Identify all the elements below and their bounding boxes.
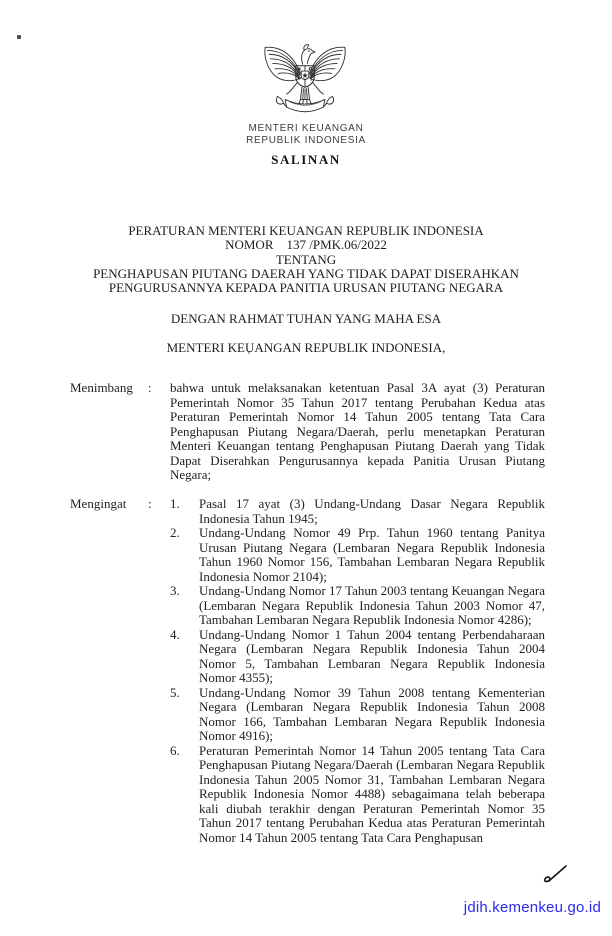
citing-item-2-text: Undang-Undang Nomor 49 Prp. Tahun 1960 tentang Panitya Urusan Piutang Negara (Lembaran Negara Republik Indonesia Tahun 1960 Nomor 156, Tambahan Lembaran Negara Republik Indonesia Nomor 2104); xyxy=(199,525,545,584)
citing-item-5-text: Undang-Undang Nomor 39 Tahun 2008 tentang Kementerian Negara (Lembaran Negara Republik Indonesia Tahun 2008 Nomor 166, Tambahan Lembaran Negara Republik Indonesia Nomor 4916); xyxy=(199,684,545,743)
citing-item-1-number: 1. xyxy=(170,496,180,511)
ministry-name-line2: REPUBLIK INDONESIA xyxy=(246,135,366,146)
invocation-line: DENGAN RAHMAT TUHAN YANG MAHA ESA xyxy=(170,311,442,326)
citing-item-6-number: 6. xyxy=(170,742,180,758)
considering-label: Menimbang xyxy=(70,380,133,395)
handwritten-paraph-checkmark-icon xyxy=(542,863,572,889)
considering-section xyxy=(70,381,545,483)
citing-item-6-text: Peraturan Pemerintah Nomor 14 Tahun 2005 tentang Tata Cara Penghapusan Piutang Negara/Daerah (Lembaran Negara Republik Indonesia Tahun 2005 Nomor 31, Tambahan Lembaran Negara Republik Indonesia Nomor 4488) sebagaimana telah beberapa kali diubah terakhir dengan Peraturan Pemerintah Nomor 35 Tahun 2017 tentang Perubahan Kedua atas Peraturan Pemerintah Nomor 14 Tahun 2005 tentang Tata Cara Penghapusan xyxy=(199,742,545,845)
citing-colon: : xyxy=(148,496,152,511)
citing-item-4-text: Undang-Undang Nomor 1 Tahun 2004 tentang Perbendaharaan Negara (Lembaran Negara Republik Indonesia Tahun 2004 Nomor 5, Tambahan Lembaran Negara Republik Indonesia Nomor 4355); xyxy=(199,626,545,685)
regulation-title-tentang: TENTANG xyxy=(275,251,337,267)
citing-item-2-number: 2. xyxy=(170,525,180,540)
scan-artifact-speck xyxy=(17,35,21,39)
citing-label: Mengingat xyxy=(70,496,127,511)
jdih-footer-link[interactable]: jdih.kemenkeu.go.id xyxy=(463,899,601,916)
citing-item-4 xyxy=(170,628,545,686)
citing-item-5 xyxy=(170,686,545,744)
citing-item-5-number: 5. xyxy=(170,684,180,700)
regulation-number-line: NOMOR 137 /PMK.06/2022 xyxy=(225,237,387,253)
citing-item-1 xyxy=(170,497,545,526)
citing-item-4-number: 4. xyxy=(170,626,180,642)
regulation-subject-line1: PENGHAPUSAN PIUTANG DAERAH YANG TIDAK DAPAT DISERAHKAN xyxy=(93,265,519,281)
ministry-name-line1: MENTERI KEUANGAN xyxy=(248,123,364,134)
preamble-body xyxy=(70,381,545,845)
considering-colon: : xyxy=(148,380,152,395)
citing-item-1-text: Pasal 17 ayat (3) Undang-Undang Dasar Negara Republik Indonesia Tahun 1945; xyxy=(199,496,545,526)
citing-item-3 xyxy=(170,584,545,628)
citing-item-6 xyxy=(170,744,545,846)
citing-item-3-text: Undang-Undang Nomor 17 Tahun 2003 tentang Keuangan Negara (Lembaran Negara Republik Indonesia Tahun 2003 Nomor 47, Tambahan Lembaran Negara Republik Indonesia Nomor 4286); xyxy=(199,583,545,627)
regulation-title-line1: PERATURAN MENTERI KEUANGAN REPUBLIK INDONESIA xyxy=(128,223,484,238)
copy-stamp-label: SALINAN xyxy=(271,152,341,167)
citing-list xyxy=(170,497,545,845)
citing-item-2 xyxy=(170,526,545,584)
regulation-subject-line2: PENGURUSANNYA KEPADA PANITIA URUSAN PIUTANG NEGARA xyxy=(108,280,504,296)
considering-text: bahwa untuk melaksanakan ketentuan Pasal 3A ayat (3) Peraturan Pemerintah Nomor 35 Tahun 2017 tentang Perubahan Kedua atas Peraturan Pemerintah Nomor 14 Tahun 2005 tentang Tata Cara Penghapusan Piutang Negara/Daerah, perlu menetapkan Peraturan Menteri Keuangan tentang Penghapusan Piutang Daerah yang Tidak Dapat Diserahkan Pengurusannya kepada Panitia Urusan Piutang Negara; xyxy=(170,380,545,482)
citing-item-3-number: 3. xyxy=(170,583,180,598)
authority-line: MENTERI KEUANGAN REPUBLIK INDONESIA, xyxy=(166,340,446,355)
citing-section xyxy=(70,497,545,845)
regulation-title-block xyxy=(0,224,612,295)
garuda-pancasila-emblem-icon xyxy=(259,36,351,120)
